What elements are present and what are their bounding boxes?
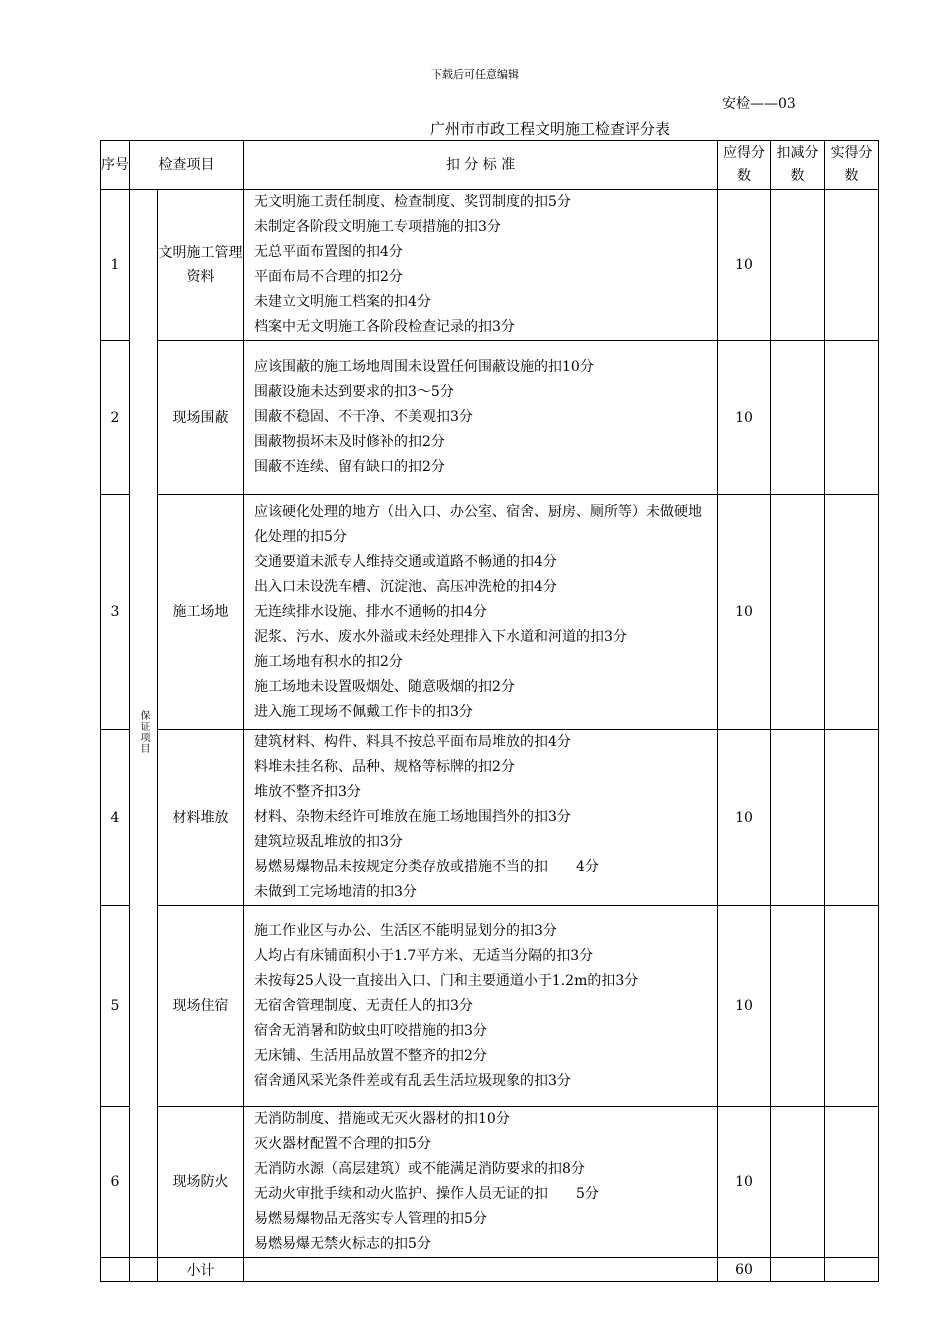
subtotal-blank-cell [101, 1258, 130, 1282]
row-deduct-cell[interactable] [771, 906, 825, 1107]
row-seq: 4 [101, 730, 130, 906]
row-actual-cell[interactable] [825, 341, 879, 495]
row-seq: 6 [101, 1107, 130, 1258]
criteria-line: 进入施工现场不佩戴工作卡的扣3分 [254, 703, 473, 720]
header-actual-score: 实得分数 [825, 141, 879, 190]
row-deduct-cell[interactable] [771, 730, 825, 906]
criteria-line: 出入口未设洗车槽、沉淀池、高压冲洗枪的扣4分 [254, 578, 557, 595]
row-seq: 5 [101, 906, 130, 1107]
document-code: 安检——03 [722, 96, 796, 112]
row-deduct-cell[interactable] [771, 190, 825, 341]
row-max-score: 10 [718, 1107, 771, 1258]
criteria-line: 易燃易爆物品未按规定分类存放或措施不当的扣 4分 [254, 859, 599, 875]
header-seq: 序号 [101, 141, 130, 190]
row-actual-cell[interactable] [825, 495, 879, 730]
group-label-cell [130, 190, 158, 1258]
table-row [101, 190, 879, 341]
criteria-line: 未做到工完场地清的扣3分 [254, 884, 417, 900]
row-criteria [244, 906, 718, 1107]
row-actual-cell[interactable] [825, 906, 879, 1107]
row-max-score: 10 [718, 341, 771, 495]
criteria-line: 宿舍通风采光条件差或有乱丢生活垃圾现象的扣3分 [254, 1072, 571, 1089]
criteria-line: 无连续排水设施、排水不通畅的扣4分 [254, 603, 487, 620]
criteria-line: 无总平面布置图的扣4分 [254, 244, 403, 260]
criteria-line: 宿舍无消暑和防蚊虫叮咬措施的扣3分 [254, 1022, 487, 1039]
criteria-line: 围蔽不连续、留有缺口的扣2分 [254, 459, 445, 475]
row-item: 文明施工管理资料 [158, 190, 244, 341]
criteria-line: 应该硬化处理的地方（出入口、办公室、宿舍、厨房、厕所等）未做硬地化处理的扣5分 [254, 503, 702, 545]
row-max-score: 10 [718, 190, 771, 341]
row-item: 现场住宿 [158, 906, 244, 1107]
criteria-line: 档案中无文明施工各阶段检查记录的扣3分 [254, 319, 515, 335]
row-seq: 1 [101, 190, 130, 341]
criteria-line: 围蔽设施未达到要求的扣3～5分 [254, 384, 454, 400]
criteria-line: 无动火审批手续和动火监护、操作人员无证的扣 5分 [254, 1186, 599, 1202]
subtotal-deduct-cell[interactable] [771, 1258, 825, 1282]
row-actual-cell[interactable] [825, 1107, 879, 1258]
criteria-line: 未建立文明施工档案的扣4分 [254, 294, 431, 310]
subtotal-group-cell [130, 1258, 158, 1282]
page-title: 广州市市政工程文明施工检查评分表 [429, 120, 670, 138]
row-deduct-cell[interactable] [771, 495, 825, 730]
subtotal-criteria-cell [244, 1258, 718, 1282]
row-criteria [244, 730, 718, 906]
criteria-line: 无宿舍管理制度、无责任人的扣3分 [254, 997, 473, 1014]
row-max-score: 10 [718, 906, 771, 1107]
criteria-line: 建筑垃圾乱堆放的扣3分 [254, 834, 403, 850]
criteria-line: 易燃易爆无禁火标志的扣5分 [254, 1236, 431, 1252]
criteria-line: 施工场地未设置吸烟处、随意吸烟的扣2分 [254, 678, 515, 695]
criteria-line: 材料、杂物未经许可堆放在施工场地围挡外的扣3分 [254, 809, 571, 825]
table-header-row [101, 141, 879, 190]
criteria-line: 围蔽不稳固、不干净、不美观扣3分 [254, 409, 473, 425]
row-criteria [244, 190, 718, 341]
row-item: 现场防火 [158, 1107, 244, 1258]
criteria-line: 无消防制度、措施或无灭火器材的扣10分 [254, 1111, 510, 1127]
table-row [101, 730, 879, 906]
row-max-score: 10 [718, 730, 771, 906]
table-row [101, 495, 879, 730]
row-seq: 2 [101, 341, 130, 495]
score-table [100, 140, 879, 1282]
subtotal-actual-cell[interactable] [825, 1258, 879, 1282]
row-item: 现场围蔽 [158, 341, 244, 495]
row-max-score: 10 [718, 495, 771, 730]
criteria-line: 无消防水源（高层建筑）或不能满足消防要求的扣8分 [254, 1161, 585, 1177]
criteria-line: 建筑材料、构件、料具不按总平面布局堆放的扣4分 [254, 734, 571, 750]
subtotal-label: 小计 [158, 1258, 244, 1282]
subtotal-row [101, 1258, 879, 1282]
criteria-line: 堆放不整齐扣3分 [254, 784, 361, 800]
header-criteria: 扣 分 标 准 [244, 141, 718, 190]
row-deduct-cell[interactable] [771, 341, 825, 495]
criteria-line: 料堆未挂名称、品种、规格等标牌的扣2分 [254, 759, 515, 775]
row-deduct-cell[interactable] [771, 1107, 825, 1258]
criteria-line: 未按每25人设一直接出入口、门和主要通道小于1.2m的扣3分 [254, 972, 639, 989]
criteria-line: 未制定各阶段文明施工专项措施的扣3分 [254, 219, 501, 235]
row-item: 材料堆放 [158, 730, 244, 906]
row-actual-cell[interactable] [825, 730, 879, 906]
group-label: 保证项目 [138, 709, 149, 754]
table-row [101, 1107, 879, 1258]
criteria-line: 交通要道未派专人维持交通或道路不畅通的扣4分 [254, 553, 557, 570]
row-actual-cell[interactable] [825, 190, 879, 341]
criteria-line: 泥浆、污水、废水外溢或未经处理排入下水道和河道的扣3分 [254, 628, 627, 645]
row-seq: 3 [101, 495, 130, 730]
header-max-score: 应得分数 [718, 141, 771, 190]
subtotal-score: 60 [718, 1258, 771, 1282]
row-criteria [244, 495, 718, 730]
criteria-line: 施工场地有积水的扣2分 [254, 653, 403, 670]
row-criteria [244, 341, 718, 495]
row-item: 施工场地 [158, 495, 244, 730]
criteria-line: 围蔽物损坏未及时修补的扣2分 [254, 434, 445, 450]
criteria-line: 人均占有床铺面积小于1.7平方米、无适当分隔的扣3分 [254, 947, 594, 964]
criteria-line: 易燃易爆物品无落实专人管理的扣5分 [254, 1211, 487, 1227]
top-note: 下载后可任意编辑 [431, 68, 519, 81]
criteria-line: 无床铺、生活用品放置不整齐的扣2分 [254, 1047, 487, 1064]
criteria-line: 应该围蔽的施工场地周围未设置任何围蔽设施的扣10分 [254, 359, 594, 375]
header-deduct-score: 扣减分数 [771, 141, 825, 190]
criteria-line: 施工作业区与办公、生活区不能明显划分的扣3分 [254, 922, 557, 939]
criteria-line: 平面布局不合理的扣2分 [254, 269, 403, 285]
table-row [101, 341, 879, 495]
table-row [101, 906, 879, 1107]
criteria-line: 灭火器材配置不合理的扣5分 [254, 1136, 431, 1152]
row-criteria [244, 1107, 718, 1258]
header-item: 检查项目 [130, 141, 244, 190]
criteria-line: 无文明施工责任制度、检查制度、奖罚制度的扣5分 [254, 194, 571, 210]
